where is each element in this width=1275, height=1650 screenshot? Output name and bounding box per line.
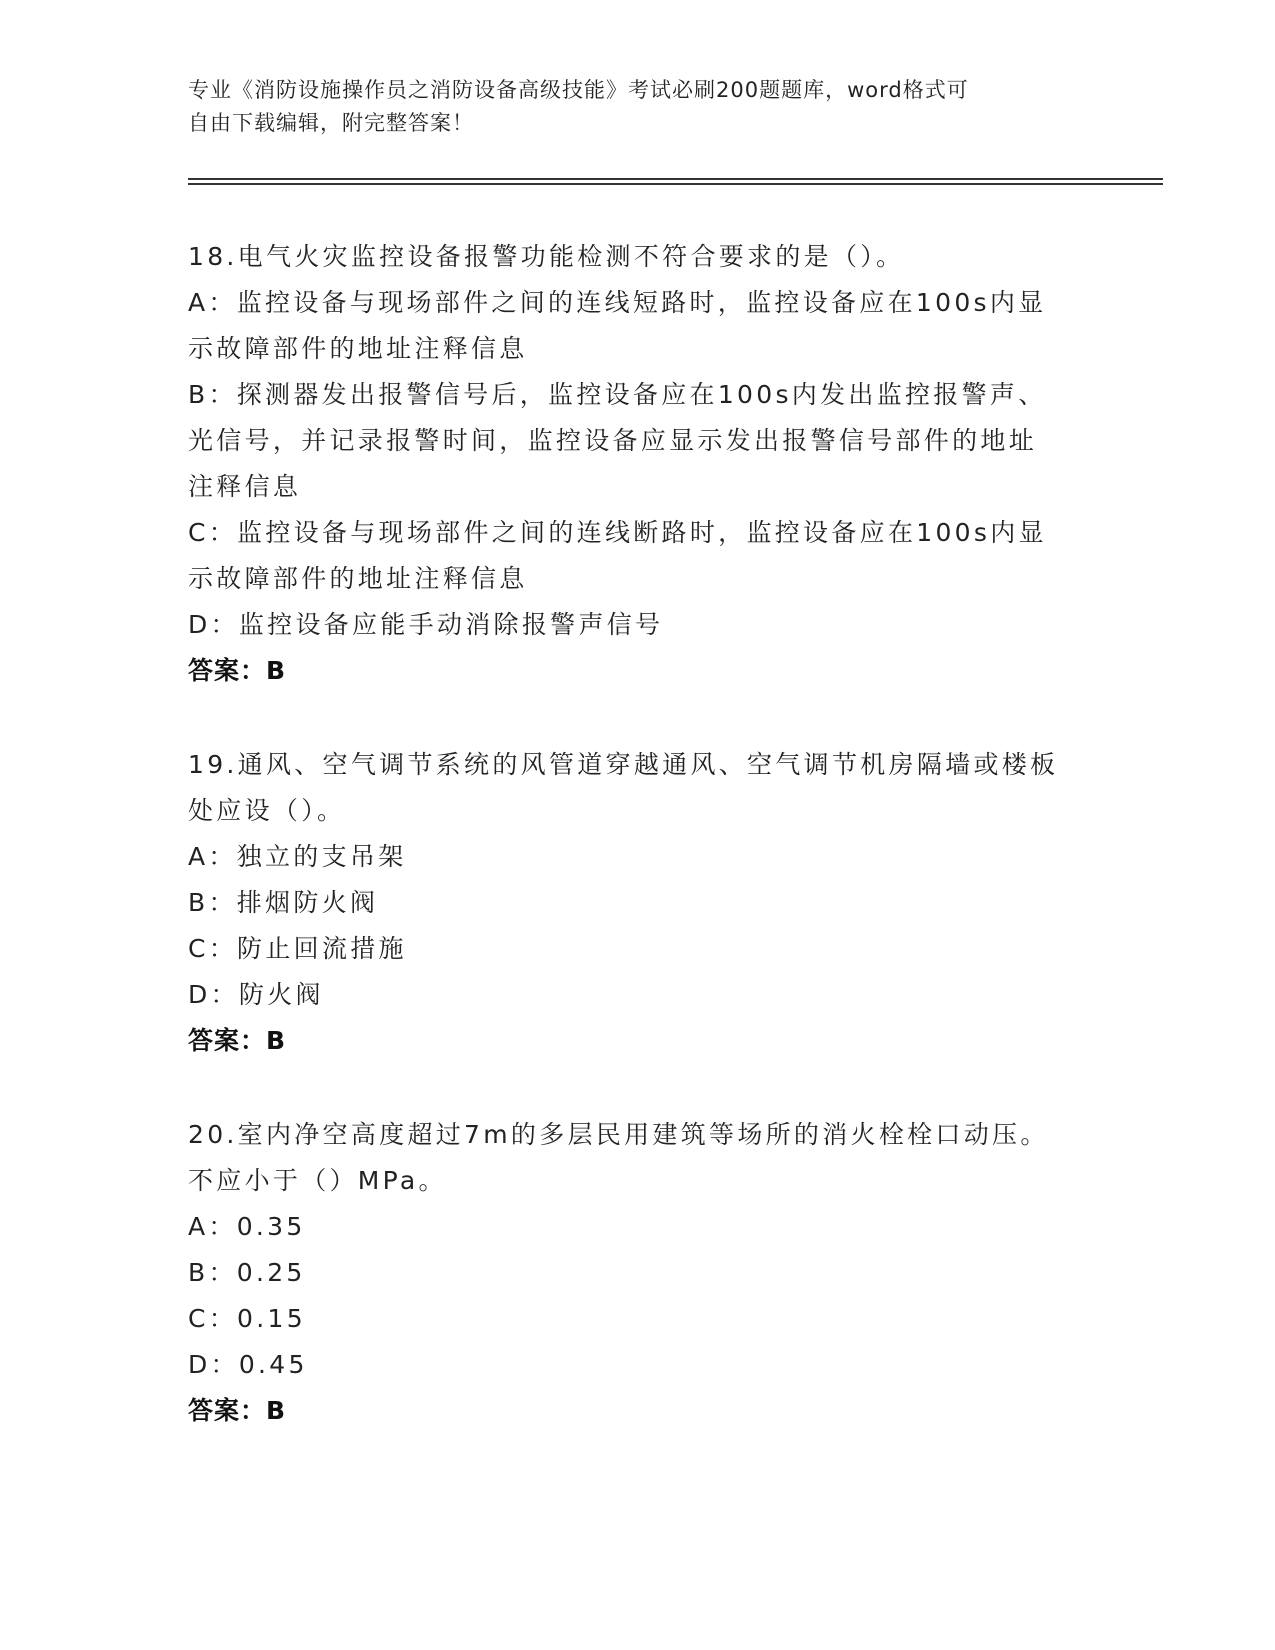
header-divider-top: [188, 178, 1163, 180]
option-b: B：探测器发出报警信号后，监控设备应在100s内发出监控报警声、 光信号，并记录报警时间，监控设备应显示发出报警信号部件的地址 注释信息: [188, 380, 1047, 501]
answer-line: 答案：B: [188, 1396, 287, 1425]
option-a: A：独立的支吊架: [188, 842, 407, 871]
header-divider-bottom: [188, 183, 1163, 185]
question-stem: 19.通风、空气调节系统的风管道穿越通风、空气调节机房隔墙或楼板 处应设（）。: [188, 750, 1059, 825]
option-d: D：防火阀: [188, 980, 324, 1009]
option-d: D：监控设备应能手动消除报警声信号: [188, 610, 664, 639]
question-stem: 20.室内净空高度超过7m的多层民用建筑等场所的消火栓栓口动压。 不应小于（）MPa。: [188, 1120, 1049, 1195]
question-20: [188, 1112, 1088, 1434]
answer-line: 答案：B: [188, 656, 287, 685]
option-b: B：0.25: [188, 1258, 306, 1287]
option-d: D：0.45: [188, 1350, 308, 1379]
question-list: [188, 234, 1088, 1482]
option-a: A：监控设备与现场部件之间的连线短路时，监控设备应在100s内显 示故障部件的地址注释信息: [188, 288, 1047, 363]
option-a: A：0.35: [188, 1212, 306, 1241]
option-c: C：防止回流措施: [188, 934, 407, 963]
option-c: C：0.15: [188, 1304, 306, 1333]
question-stem: 18.电气火灾监控设备报警功能检测不符合要求的是（）。: [188, 242, 905, 271]
option-c: C：监控设备与现场部件之间的连线断路时，监控设备应在100s内显 示故障部件的地址注释信息: [188, 518, 1047, 593]
option-b: B：排烟防火阀: [188, 888, 379, 917]
question-19: [188, 742, 1088, 1064]
document-header: 专业《消防设施操作员之消防设备高级技能》考试必刷200题题库，word格式可 自由下载编辑，附完整答案！: [188, 78, 969, 135]
answer-line: 答案：B: [188, 1026, 287, 1055]
question-18: [188, 234, 1088, 694]
